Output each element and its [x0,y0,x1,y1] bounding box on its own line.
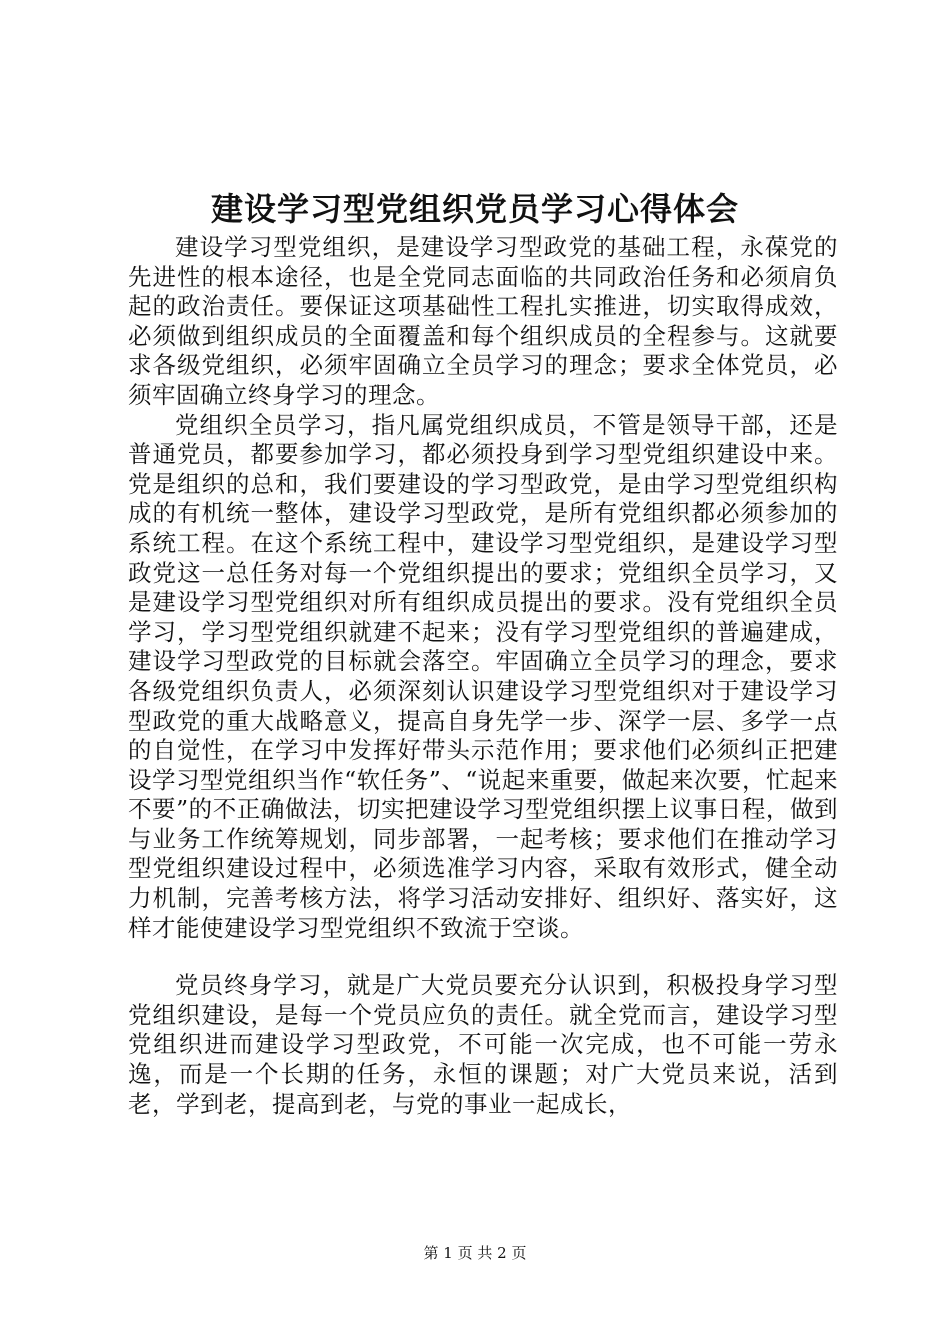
document-body [128,233,838,1119]
paragraph-spacer [128,943,838,971]
paragraph-2: 党组织全员学习，指凡属党组织成员，不管是领导干部，还是普通党员，都要参加学习，都必须投身到学习型党组织建设中来。党是组织的总和，我们要建设的学习型政党，是由学习型党组织构成的有机统一整体，建设学习型政党，是所有党组织都必须参加的系统工程。在这个系统工程中，建设学习型党组织，是建设学习型政党这一总任务对每一个党组织提出的要求；党组织全员学习，又是建设学习型党组织对所有组织成员提出的要求。没有党组织全员学习，学习型党组织就建不起来；没有学习型党组织的普遍建成，建设学习型政党的目标就会落空。牢固确立全员学习的理念，要求各级党组织负责人，必须深刻认识建设学习型党组织对于建设学习型政党的重大战略意义，提高自身先学一步、深学一层、多学一点的自觉性，在学习中发挥好带头示范作用；要求他们必须纠正把建设学习型党组织当作“软任务”、“说起来重要，做起来次要，忙起来不要”的不正确做法，切实把建设学习型党组织摆上议事日程，做到与业务工作统筹规划，同步部署，一起考核；要求他们在推动学习型党组织建设过程中，必须选准学习内容，采取有效形式，健全动力机制，完善考核方法，将学习活动安排好、组织好、落实好，这样才能使建设学习型党组织不致流于空谈。 [128,410,838,942]
page-number-footer: 第 1 页 共 2 页 [423,1244,527,1262]
paragraph-3: 党员终身学习，就是广大党员要充分认识到，积极投身学习型党组织建设，是每一个党员应负的责任。就全党而言，建设学习型党组织进而建设学习型政党，不可能一次完成，也不可能一劳永逸，而是一个长期的任务，永恒的课题；对广大党员来说，活到老，学到老，提高到老，与党的事业一起成长， [128,971,838,1118]
paragraph-1: 建设学习型党组织，是建设学习型政党的基础工程，永葆党的先进性的根本途径，也是全党同志面临的共同政治任务和必须肩负起的政治责任。要保证这项基础性工程扎实推进，切实取得成效，必须做到组织成员的全面覆盖和每个组织成员的全程参与。这就要求各级党组织，必须牢固确立全员学习的理念；要求全体党员，必须牢固确立终身学习的理念。 [128,233,838,409]
document-title: 建设学习型党组织党员学习心得体会 [210,190,739,228]
